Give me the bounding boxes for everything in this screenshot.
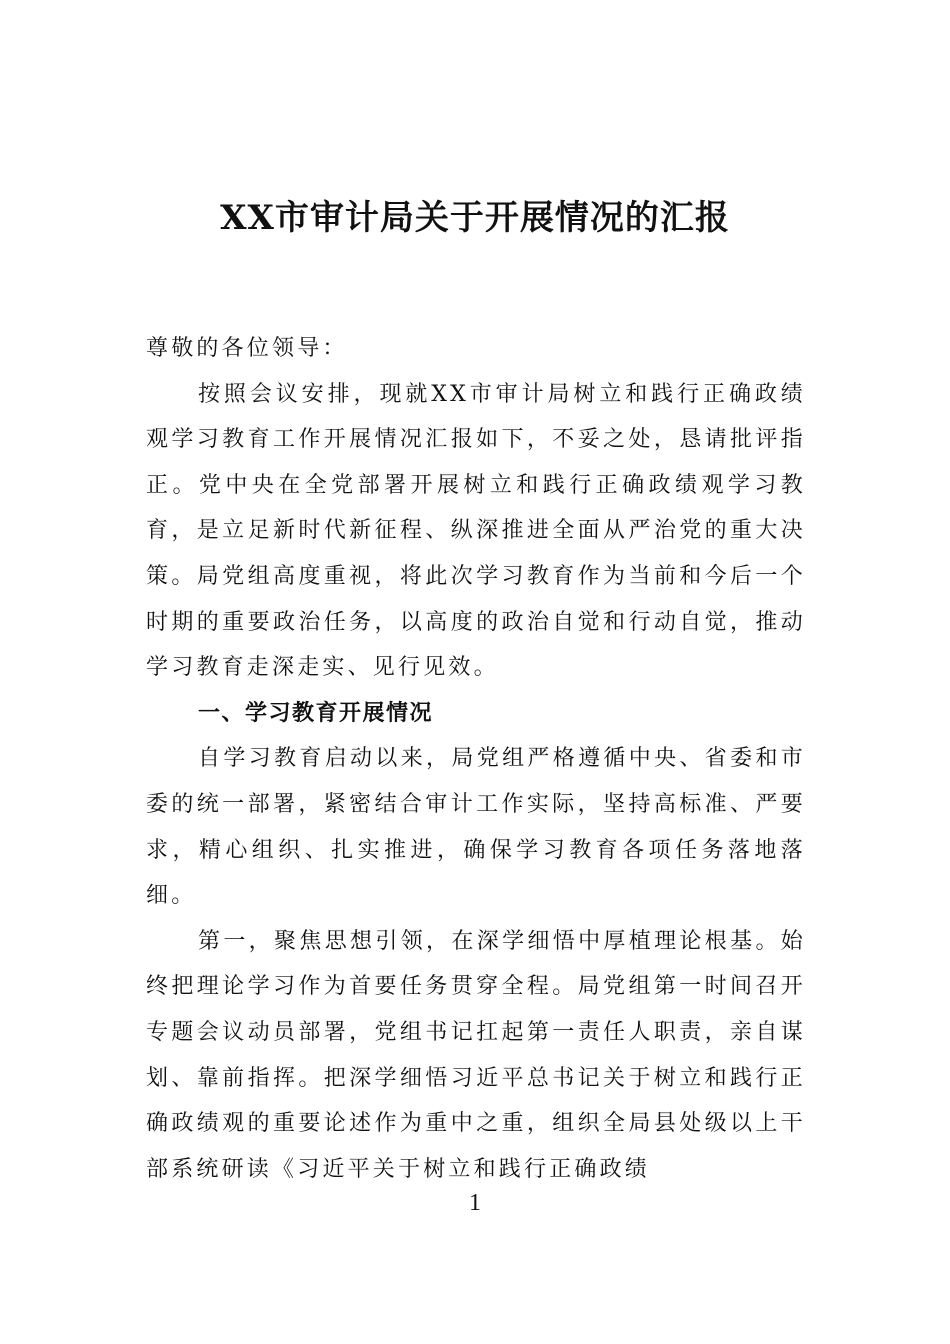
salutation: 尊敬的各位领导： — [146, 336, 348, 361]
paragraph-first-point: 第一，聚焦思想引领，在深学细悟中厚植理论根基。始终把理论学习作为首要任务贯穿全程。局党组第一时间召开专题会议动员部署，党组书记扛起第一责任人职责，亲自谋划、靠前指挥。把深学细悟习近平总书记关于树立和践行正确政绩观的重要论述作为重中之重，组织全局县处级以上干部系统研读《习近平关于树立和践行正确政绩 — [146, 928, 806, 1182]
paragraph-intro: 按照会议安排，现就XX市审计局树立和践行正确政绩观学习教育工作开展情况汇报如下，不妥之处，恳请批评指正。党中央在全党部署开展树立和践行正确政绩观学习教育，是立足新时代新征程、纵深推进全面从严治党的重大决策。局党组高度重视，将此次学习教育作为当前和今后一个时期的重要政治任务，以高度的政治自觉和行动自觉，推动学习教育走深走实、见行见效。 — [146, 381, 806, 681]
page-number: 1 — [469, 1190, 481, 1216]
document-title: XX市审计局关于开展情况的汇报 — [220, 198, 730, 238]
paragraph-overview: 自学习教育启动以来，局党组严格遵循中央、省委和市委的统一部署，紧密结合审计工作实际，坚持高标准、严要求，精心组织、扎实推进，确保学习教育各项任务落地落细。 — [146, 746, 806, 909]
section-heading: 一、学习教育开展情况 — [198, 700, 434, 726]
document-body — [146, 326, 806, 1192]
